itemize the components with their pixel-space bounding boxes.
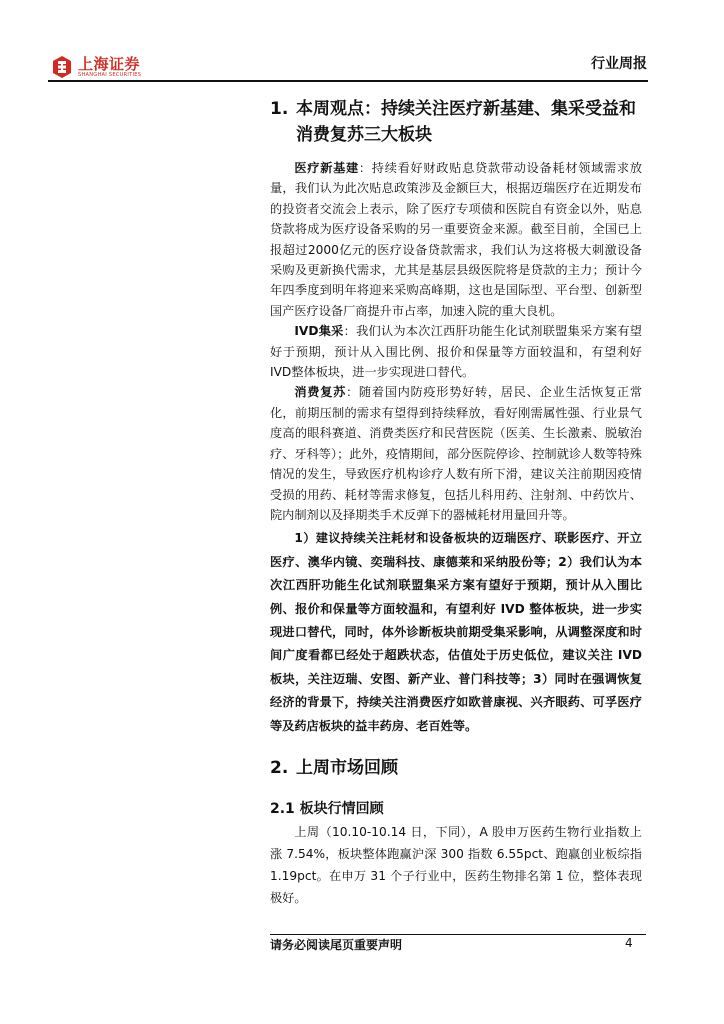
section-1-title-line-1: 本周观点：持续关注医疗新基建、集采受益和	[296, 99, 636, 119]
paragraph-lead: 医疗新基建	[294, 161, 359, 175]
paragraph-medical-infrastructure	[270, 158, 642, 321]
section-1-body	[270, 158, 642, 738]
paragraph-lead: IVD集采	[294, 324, 344, 339]
paragraph-consumer-recovery	[270, 382, 642, 525]
paragraph-ivd-procurement	[270, 321, 642, 382]
disclaimer-note: 请务必阅读尾页重要声明	[270, 938, 403, 952]
section-1-heading	[270, 96, 642, 148]
section-1-number: 1.	[270, 99, 289, 119]
subsection-heading: 2.1 板块行情回顾	[270, 801, 384, 817]
section-2-title: 上周市场回顾	[296, 758, 398, 778]
section-2-body	[270, 821, 642, 909]
paragraph-lead: 消费复苏	[294, 385, 346, 400]
footer-divider	[270, 934, 646, 935]
section-2-heading	[270, 755, 642, 781]
section-2-number: 2.	[270, 758, 289, 778]
paragraph-recommendations: 1）建议持续关注耗材和设备板块的迈瑞医疗、联影医疗、开立医疗、澳华内镜、奕瑞科技、康德莱和采纳股份等；2）我们认为本次江西肝功能生化试剂联盟集采方案有望好于预期，预计从入围比例、报价和保量等方面较温和，有望利好 IVD 整体板块，进一步实现进口替代，同时，体外诊断板块前期受集采影响，从调整深度和时间广度看都已经处于超跌状态，估值处于历史低位，建议关注 IVD 板块，关注迈瑞、安图、新产业、普门科技等；3）同时在强调恢复经济的背景下，持续关注消费医疗如欧普康视、兴齐眼药、可孚医疗等及药店板块的益丰药房、老百姓等。	[270, 531, 642, 733]
paragraph-text: ：随着国内防疫形势好转，居民、企业生活恢复正常化，前期压制的需求有望得到持续释放，看好刚需属性强、行业景气度高的眼科赛道、消费类医疗和民营医院（医美、生长激素、脱敏治疗、牙科等）；此外，疫情期间，部分医院停诊、控制就诊人数等特殊情况的发生，导致医疗机构诊疗人数有所下滑，建议关注前期因疫情受损的用药、耗材等需求修复，包括儿科用药、注射剂、中药饮片、院内制剂以及择期类手术反弹下的器械耗材用量回升等。	[270, 385, 643, 522]
logo-emblem-icon	[50, 55, 74, 79]
paragraph-text: ：我们认为本次江西肝功能生化试剂联盟集采方案有望好于预期，预计从入围比例、报价和保量等方面较温和，有望利好IVD整体板块，进一步实现进口替代。	[270, 324, 642, 380]
paragraph-text: ：持续看好财政贴息贷款带动设备耗材领域需求放量，我们认为此次贴息政策涉及金额巨大，根据迈瑞医疗在近期发布的投资者交流会上表示，除了医疗专项债和医院自有资金以外，贴息贷款将成为医疗设备采购的另一重要资金来源。截至目前，全国已上报超过2000亿元的医疗设备贷款需求，我们认为这将极大刺激设备采购及更新换代需求，尤其是基层县级医院将是贷款的主力；预计今年四季度到明年将迎来采购高峰期，这也是国际型、平台型、创新型国产医疗设备厂商提升市占率，加速入院的重大良机。	[270, 161, 643, 318]
report-type-label: 行业周报	[591, 56, 647, 72]
page-header	[0, 0, 724, 92]
page-number: 4	[625, 936, 633, 950]
logo-name-cn: 上海证券	[78, 55, 141, 73]
logo-name-en: SHANGHAI SECURITIES	[78, 72, 142, 78]
company-logo	[50, 55, 141, 79]
paragraph-market-review: 上周（10.10-10.14 日，下同），A 股申万医药生物行业指数上涨 7.54%，板块整体跑赢沪深 300 指数 6.55pct、跑赢创业板综指 1.19pct。在申万 31 个子行业中，医药生物排名第 1 位，整体表现极好。	[270, 825, 642, 905]
header-divider	[48, 80, 648, 82]
section-1-title-line-2: 消费复苏三大板块	[296, 125, 432, 145]
